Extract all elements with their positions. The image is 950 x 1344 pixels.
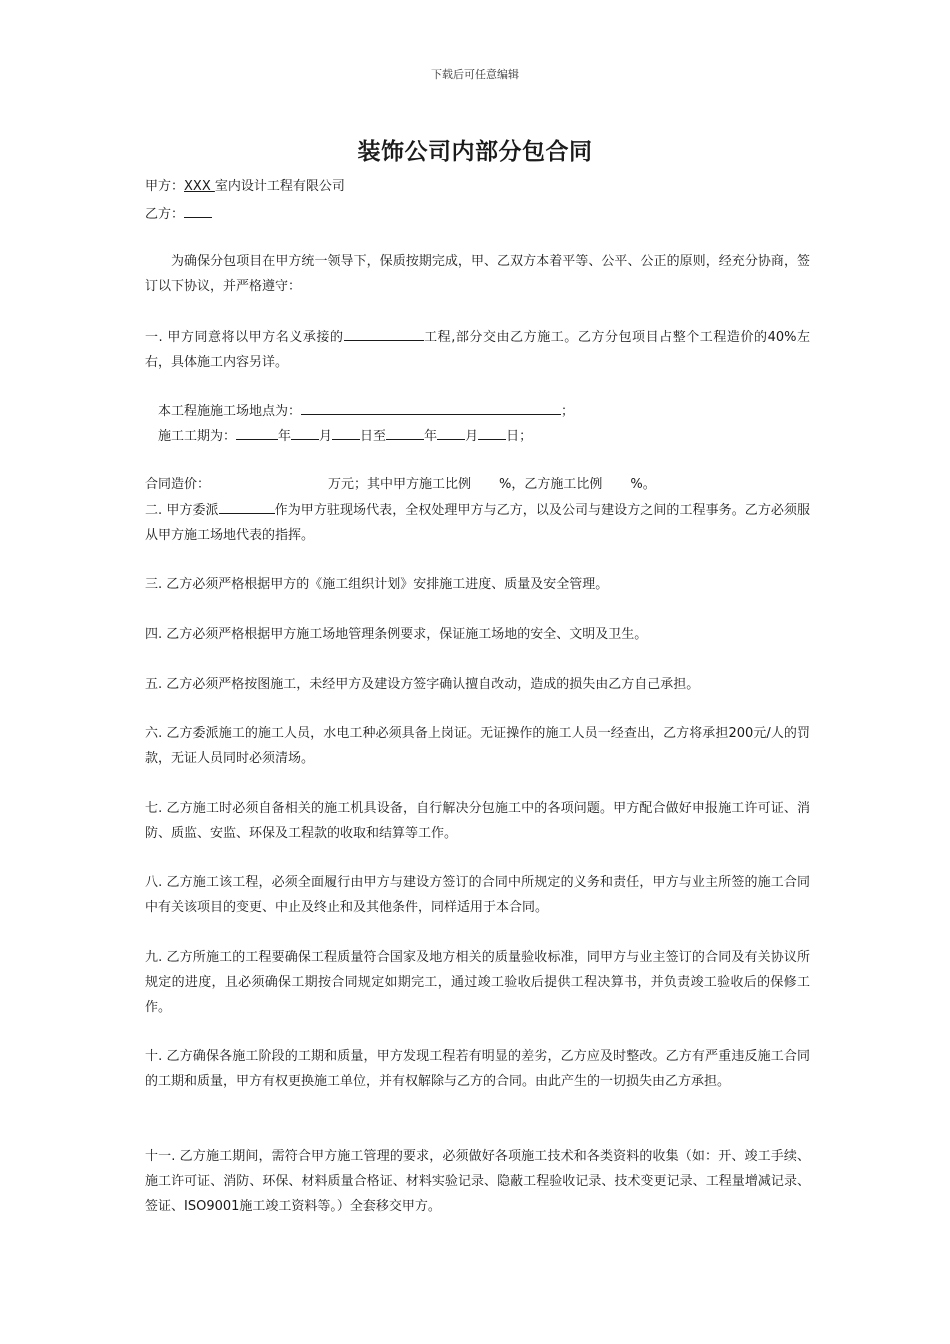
clause-5: 五. 乙方必须严格按图施工，未经甲方及建设方签字确认擅自改动，造成的损失由乙方自己承担。 (145, 677, 700, 692)
party-a-name-underlined: XXX (184, 179, 215, 194)
clause-2-text-a: 二. 甲方委派 (145, 503, 219, 518)
party-a-name-rest: 室内设计工程有限公司 (214, 179, 345, 194)
period-year-1: 年 (278, 429, 292, 444)
party-a-line (145, 174, 810, 199)
party-b-label: 乙方： (145, 207, 185, 222)
party-b-blank[interactable] (184, 201, 212, 218)
clause-7: 七. 乙方施工时必须自备相关的施工机具设备，自行解决分包施工中的各项问题。甲方配合做好申报施工许可证、消防、质监、安监、环保及工程款的收取和结算等工作。 (145, 801, 810, 841)
site-blank[interactable] (301, 398, 561, 415)
period-day-1: 日至 (360, 429, 387, 444)
clause-1-text-a: 一. 甲方同意将以甲方名义承接的 (145, 330, 344, 345)
clause-8: 八. 乙方施工该工程，必须全面履行由甲方与建设方签订的合同中所规定的义务和责任，甲方与业主所签的施工合同中有关该项目的变更、中止及终止和及其他条件，同样适用于本合同。 (145, 875, 810, 915)
clause-1-text-b: 工程,部分交由乙方施工。乙方分包项目占整个工程造价的40%左右，具体施工内容另详。 (145, 330, 811, 370)
clause-9: 九. 乙方所施工的工程要确保工程质量符合国家及地方相关的质量验收标准，同甲方与业主签订的合同及有关协议所规定的进度，且必须确保工期按合同规定如期完工，通过竣工验收后提供工程决算书，并负责竣工验收后的保修工作。 (145, 950, 810, 1015)
site-end: ； (561, 404, 575, 419)
clause-2-text-b: 作为甲方驻现场代表，全权处理甲方与乙方，以及公司与建设方之间的工程事务。乙方必须服从甲方施工场地代表的指挥。 (145, 503, 810, 543)
period-month-1: 月 (319, 429, 333, 444)
project-name-blank[interactable] (344, 324, 424, 341)
start-year-blank[interactable] (236, 423, 278, 440)
period-day-2: 日； (506, 429, 533, 444)
period-month-2: 月 (465, 429, 479, 444)
intro-paragraph: 为确保分包项目在甲方统一领导下，保质按期完成，甲、乙双方本着平等、公平、公正的原则，经充分协商，签订以下协议，并严格遵守： (145, 254, 810, 294)
end-year-blank[interactable] (386, 423, 424, 440)
clause-1 (145, 324, 810, 375)
start-month-blank[interactable] (291, 423, 319, 440)
contract-price-line (145, 472, 810, 497)
period-label: 施工工期为： (158, 429, 237, 444)
document-title: 装饰公司内部分包合同 (357, 139, 593, 165)
contract-price-label: 合同造价： (145, 477, 211, 492)
clause-10: 十. 乙方确保各施工阶段的工期和质量，甲方发现工程若有明显的差劣，乙方应及时整改。乙方有严重违反施工合同的工期和质量，甲方有权更换施工单位，并有权解除与乙方的合同。由此产生的一切损失由乙方承担。 (145, 1049, 810, 1089)
site-line (158, 398, 823, 424)
header-note: 下载后可任意编辑 (431, 68, 519, 81)
clause-3: 三. 乙方必须严格根据甲方的《施工组织计划》安排施工进度、质量及安全管理。 (145, 577, 609, 592)
party-b-line (145, 201, 810, 227)
clause-4: 四. 乙方必须严格根据甲方施工场地管理条例要求，保证施工场地的安全、文明及卫生。 (145, 627, 648, 642)
end-day-blank[interactable] (478, 423, 506, 440)
party-a-label: 甲方： (145, 179, 185, 194)
contract-price-wan: 万元；其中甲方施工比例 (328, 477, 472, 492)
period-line (158, 423, 823, 449)
representative-blank[interactable] (219, 497, 275, 514)
start-day-blank[interactable] (332, 423, 360, 440)
contract-price-pct-1: %，乙方施工比例 (499, 477, 603, 492)
clause-11: 十一. 乙方施工期间，需符合甲方施工管理的要求，必须做好各项施工技术和各类资料的收集（如：开、竣工手续、施工许可证、消防、环保、材料质量合格证、材料实验记录、隐蔽工程验收记录、技术变更记录、工程量增减记录、签证、ISO9001施工竣工资料等。）全套移交甲方。 (145, 1149, 810, 1214)
period-year-2: 年 (424, 429, 438, 444)
end-month-blank[interactable] (437, 423, 465, 440)
clause-6: 六. 乙方委派施工的施工人员，水电工种必须具备上岗证。无证操作的施工人员一经查出，乙方将承担200元/人的罚款，无证人员同时必须清场。 (145, 726, 810, 766)
site-label: 本工程施施工场地点为： (158, 404, 302, 419)
contract-price-pct-2: %。 (630, 477, 656, 492)
clause-2 (145, 497, 810, 548)
